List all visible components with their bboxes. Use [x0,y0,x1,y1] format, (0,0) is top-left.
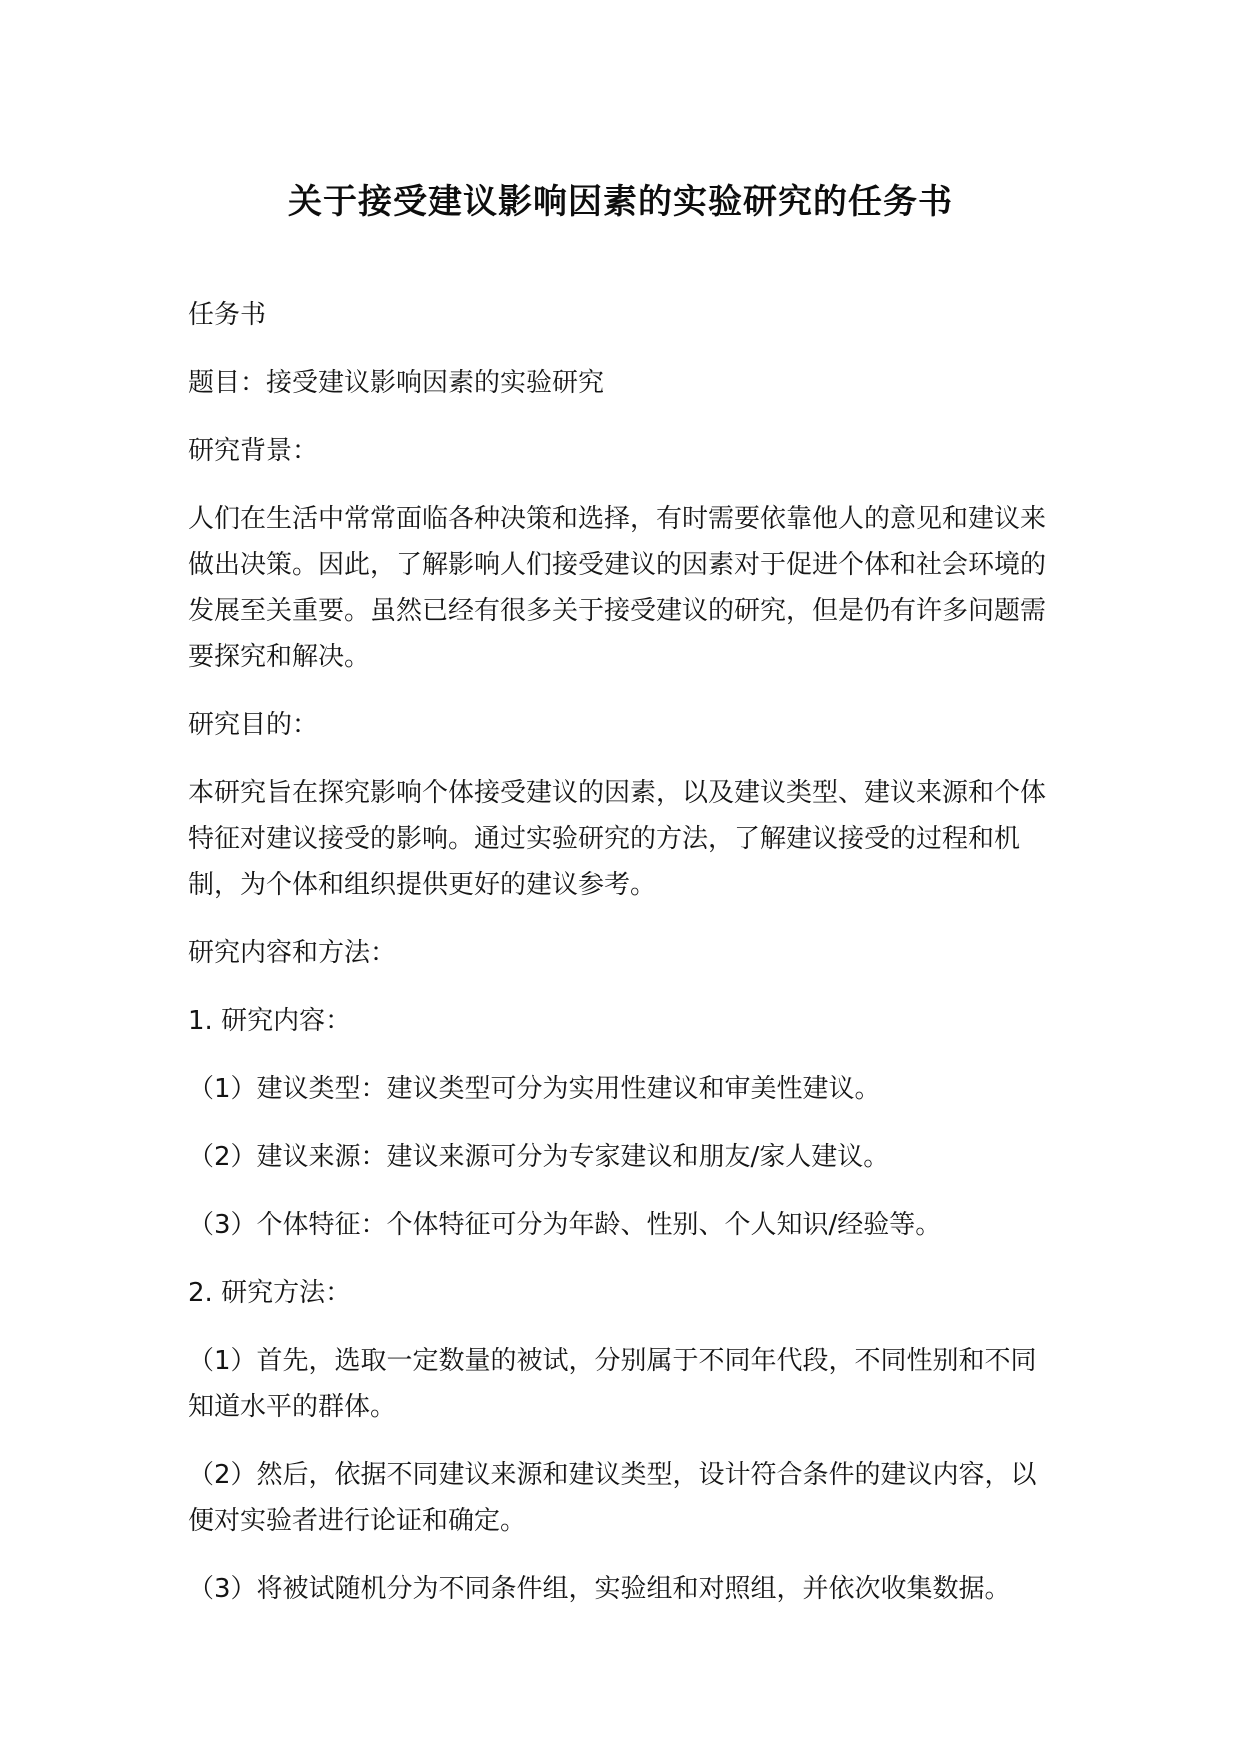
topic-line: 题目：接受建议影响因素的实验研究 [188,368,605,398]
content-item-2: （2）建议来源：建议来源可分为专家建议和朋友/家人建议。 [188,1142,890,1172]
subheading-research-content: 1. 研究内容： [188,1006,352,1036]
content-item-1: （1）建议类型：建议类型可分为实用性建议和审美性建议。 [188,1074,881,1104]
section-heading-content-method: 研究内容和方法： [188,938,397,968]
section-heading-purpose: 研究目的： [188,710,319,740]
heading-task-book: 任务书 [188,300,267,330]
method-item-3: （3）将被试随机分为不同条件组，实验组和对照组，并依次收集数据。 [188,1574,1011,1604]
document-title: 关于接受建议影响因素的实验研究的任务书 [288,182,953,222]
purpose-paragraph: 本研究旨在探究影响个体接受建议的因素，以及建议类型、建议来源和个体特征对建议接受的影响。通过实验研究的方法，了解建议接受的过程和机制，为个体和组织提供更好的建议参考。 [188,778,1047,900]
content-item-3: （3）个体特征：个体特征可分为年龄、性别、个人知识/经验等。 [188,1210,942,1240]
background-paragraph: 人们在生活中常常面临各种决策和选择，有时需要依靠他人的意见和建议来做出决策。因此，了解影响人们接受建议的因素对于促进个体和社会环境的发展至关重要。虽然已经有很多关于接受建议的研究，但是仍有许多问题需要探究和解决。 [188,504,1047,672]
subheading-research-method: 2. 研究方法： [188,1278,352,1308]
method-item-1: （1）首先，选取一定数量的被试，分别属于不同年代段，不同性别和不同知道水平的群体。 [188,1346,1037,1422]
section-heading-background: 研究背景： [188,436,319,466]
document-body [188,292,1048,1634]
method-item-2: （2）然后，依据不同建议来源和建议类型，设计符合条件的建议内容，以便对实验者进行论证和确定。 [188,1460,1037,1536]
